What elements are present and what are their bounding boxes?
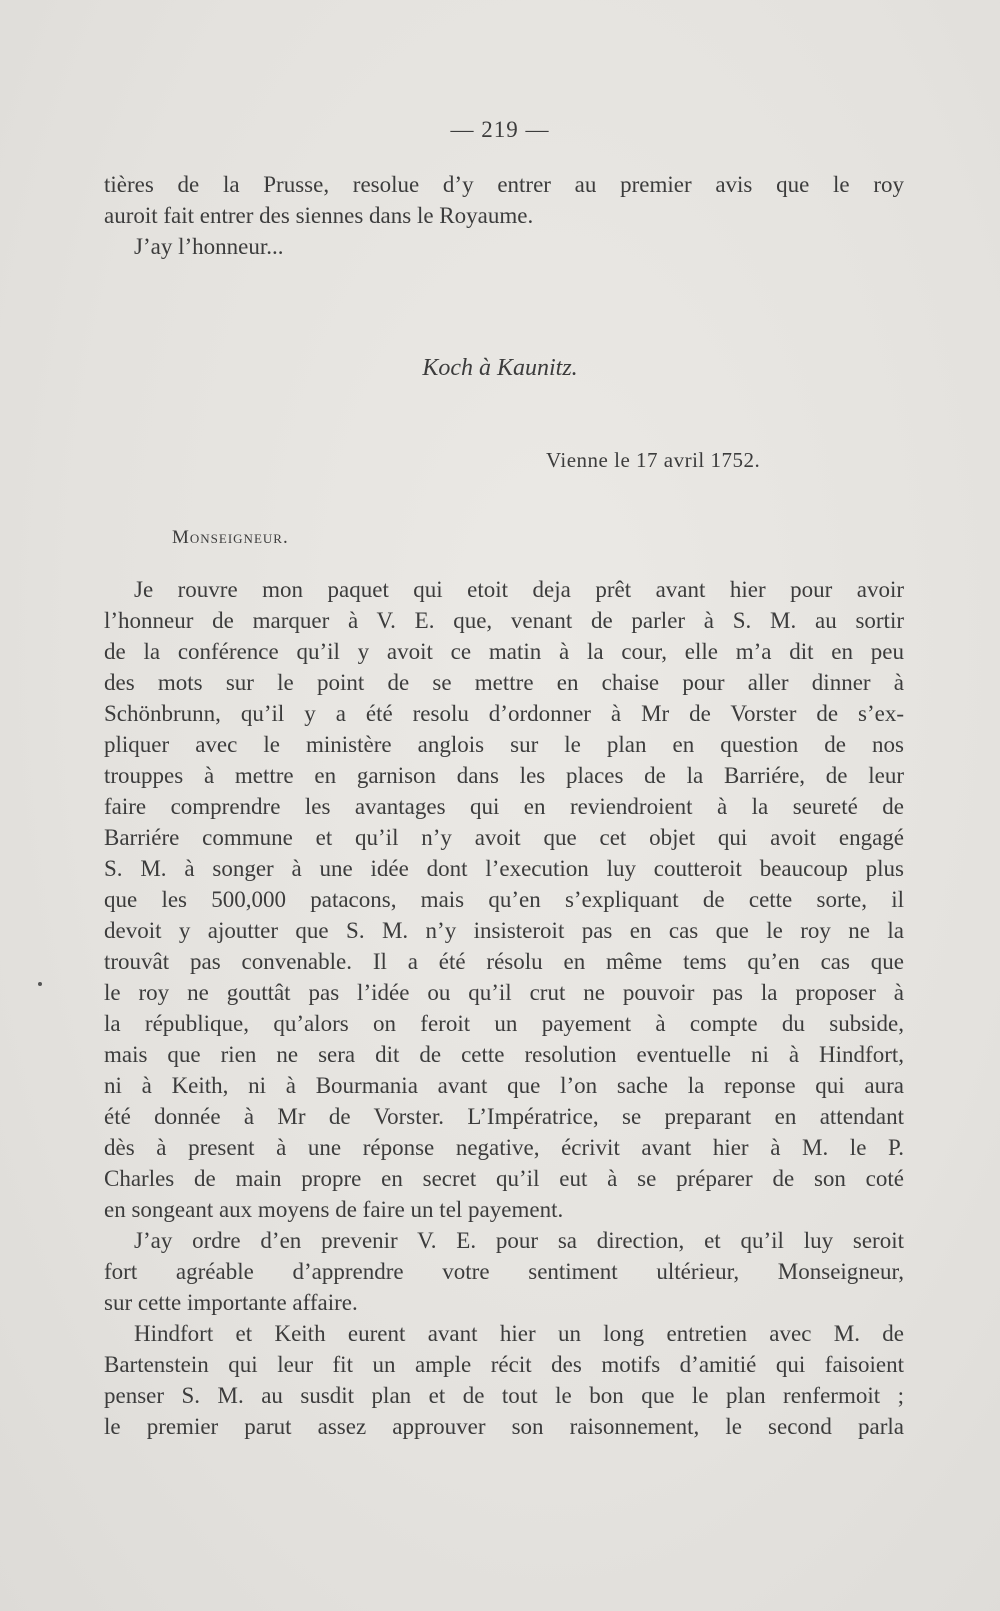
text-line: J’ay ordre d’en prevenir V. E. pour sa direction, et qu’il luy seroit bbox=[134, 1228, 904, 1253]
paragraph-1 bbox=[104, 574, 904, 1225]
text-line: Barriére commune et qu’il n’y avoit que cet objet qui avoit engagé bbox=[104, 825, 904, 850]
text-line: le roy ne gouttât pas l’idée ou qu’il crut ne pouvoir pas la proposer à bbox=[104, 980, 904, 1005]
text-line: pliquer avec le ministère anglois sur le plan en question de nos bbox=[104, 732, 904, 757]
text-line: de la conférence qu’il y avoit ce matin à la cour, elle m’a dit en peu bbox=[104, 639, 904, 664]
text-line: devoit y ajoutter que S. M. n’y insisteroit pas en cas que le roy ne la bbox=[104, 918, 904, 943]
text-line: des mots sur le point de se mettre en chaise pour aller dinner à bbox=[104, 670, 904, 695]
text-line: mais que rien ne sera dit de cette resolution eventuelle ni à Hindfort, bbox=[104, 1042, 904, 1067]
text-line: Charles de main propre en secret qu’il eut à se préparer de son coté bbox=[104, 1166, 904, 1191]
page-number: — 219 — bbox=[450, 117, 550, 142]
text-line: le premier parut assez approuver son raisonnement, le second parla bbox=[104, 1414, 904, 1439]
paragraph-2 bbox=[104, 1225, 904, 1318]
margin-mark bbox=[38, 982, 42, 986]
text-line: ni à Keith, ni à Bourmania avant que l’on sache la reponse qui aura bbox=[104, 1073, 904, 1098]
text-line: faire comprendre les avantages qui en reviendroient à la seureté de bbox=[104, 794, 904, 819]
text-line: tières de la Prusse, resolue d’y entrer au premier avis que le roy bbox=[104, 172, 904, 197]
text-line: fort agréable d’apprendre votre sentiment ultérieur, Monseigneur, bbox=[104, 1259, 904, 1284]
letter-heading: Koch à Kaunitz. bbox=[422, 355, 578, 381]
text-line: Hindfort et Keith eurent avant hier un long entretien avec M. de bbox=[134, 1321, 904, 1346]
text-line: sur cette importante affaire. bbox=[104, 1290, 358, 1315]
text-line: la république, qu’alors on feroit un payement à compte du subside, bbox=[104, 1011, 904, 1036]
text-line: penser S. M. au susdit plan et de tout le bon que le plan renfermoit ; bbox=[104, 1383, 904, 1408]
paragraph-3 bbox=[104, 1318, 904, 1442]
text-line: en songeant aux moyens de faire un tel payement. bbox=[104, 1197, 564, 1222]
salutation: Monseigneur. bbox=[172, 527, 289, 548]
text-line: J’ay l’honneur... bbox=[134, 234, 284, 259]
text-line: Bartenstein qui leur fit un ample récit des motifs d’amitié qui faisoient bbox=[104, 1352, 904, 1377]
dateline: Vienne le 17 avril 1752. bbox=[546, 448, 761, 472]
text-line: Je rouvre mon paquet qui etoit deja prêt avant hier pour avoir bbox=[134, 577, 904, 602]
text-line: dès à present à une réponse negative, écrivit avant hier à M. le P. bbox=[104, 1135, 904, 1160]
text-line: trouvât pas convenable. Il a été résolu en même tems qu’en cas que bbox=[104, 949, 904, 974]
text-line: S. M. à songer à une idée dont l’execution luy coutteroit beaucoup plus bbox=[104, 856, 904, 881]
text-line: auroit fait entrer des siennes dans le Royaume. bbox=[104, 203, 534, 228]
opening-text bbox=[104, 169, 904, 262]
text-line: été donnée à Mr de Vorster. L’Impératrice, se preparant en attendant bbox=[104, 1104, 904, 1129]
text-line: trouppes à mettre en garnison dans les places de la Barriére, de leur bbox=[104, 763, 904, 788]
text-line: l’honneur de marquer à V. E. que, venant de parler à S. M. au sortir bbox=[104, 608, 904, 633]
text-line: Schönbrunn, qu’il y a été resolu d’ordonner à Mr de Vorster de s’ex- bbox=[104, 701, 904, 726]
text-line: que les 500,000 patacons, mais qu’en s’expliquant de cette sorte, il bbox=[104, 887, 904, 912]
